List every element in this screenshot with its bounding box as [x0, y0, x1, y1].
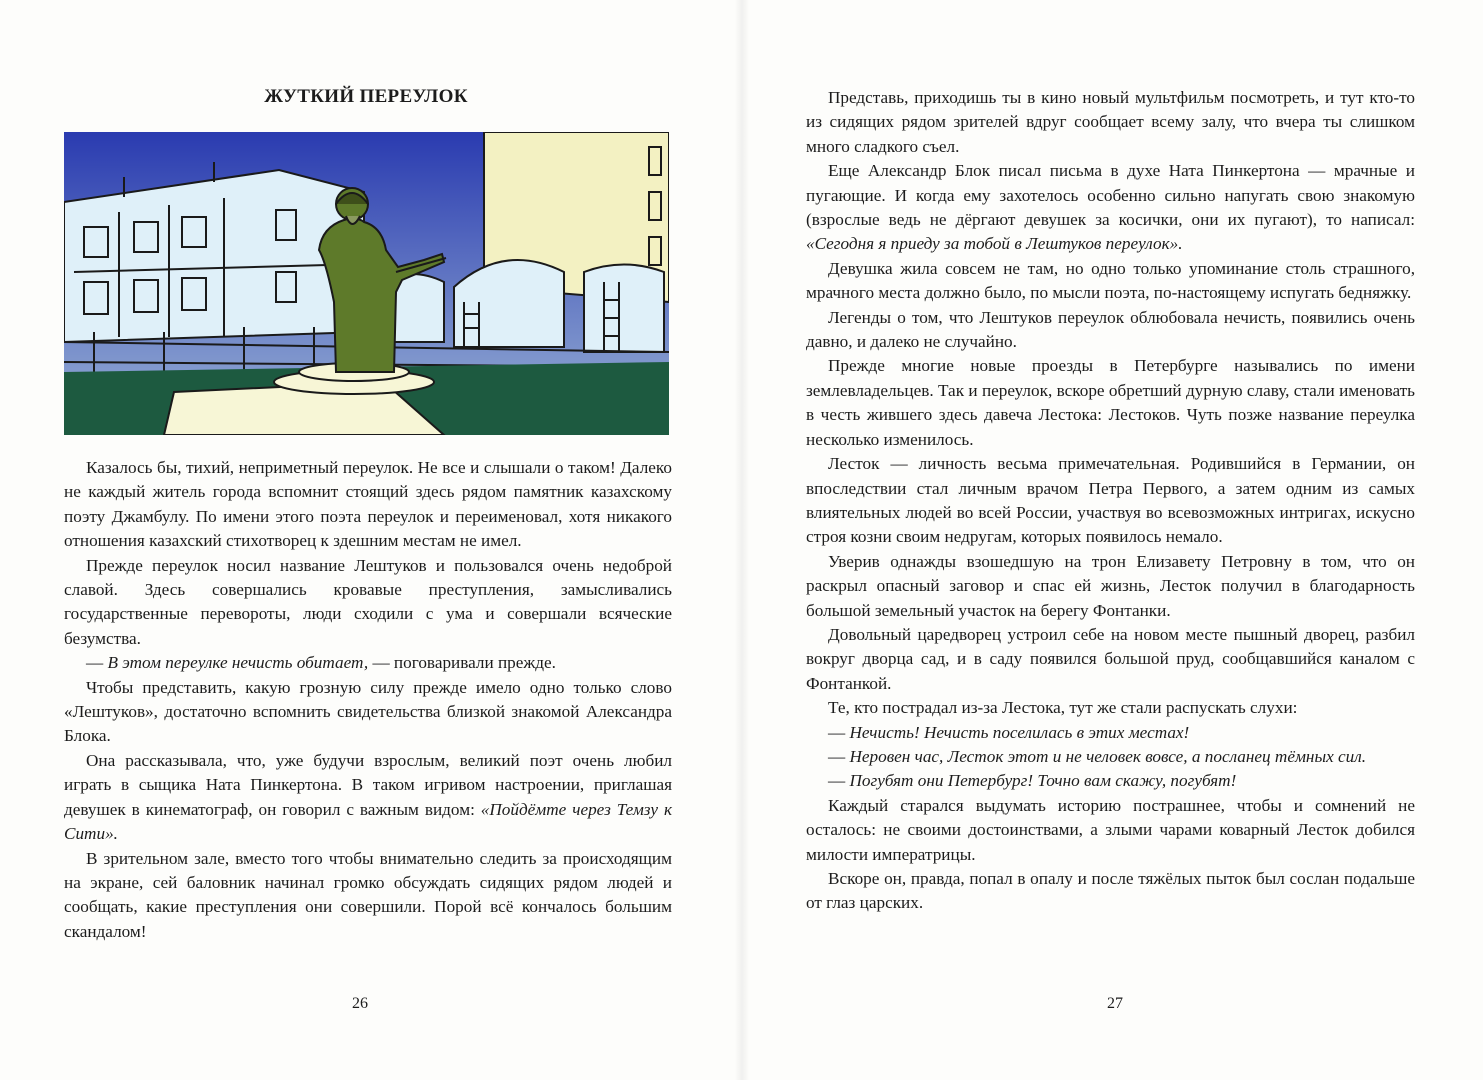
paragraph-text: — [828, 746, 850, 766]
paragraph [64, 749, 672, 847]
paragraph-italic-text: «Сегодня я приеду за тобой в Лештуков переулок». [806, 234, 1183, 254]
paragraph: Те, кто пострадал из-за Лестока, тут же стали распускать слухи: [828, 698, 1298, 718]
paragraph: Каждый старался выдумать историю пострашнее, чтобы и сомнений не осталось: не своими достоинствами, а злыми чарами коварный Лесток добился милости императрицы. [806, 795, 1415, 864]
paragraph: Легенды о том, что Лештуков переулок облюбовала нечисть, появились очень давно, и далеко не случайно. [806, 307, 1415, 352]
paragraph: Девушка жила совсем не там, но одно только упоминание столь страшного, мрачного места должно было, по мысли поэта, по-настоящему испугать бедняжку. [806, 258, 1415, 303]
statue-illustration [64, 132, 669, 435]
paragraph: Прежде переулок носил название Лештуков и пользовался очень недоброй славой. Здесь совершались кровавые преступления, замысливались государственные перевороты, люди сходили с ума и совершали всяческие безумства. [64, 555, 672, 648]
paragraph: Прежде многие новые проезды в Петербурге назывались по имени землевладельцев. Так и переулок, вскоре обретший дурную славу, стали именовать в честь жившего здесь давеча Лестока: Лестоков. Чуть позже название переулка несколько изменилось. [806, 356, 1415, 449]
paragraph [806, 769, 1415, 793]
paragraph: В зрительном зале, вместо того чтобы внимательно следить за происходящим на экране, сей баловник начинал громко обсуждать сидящих рядом людей и сообщать, какие преступления они совершили. Порой всё кончалось большим скандалом! [64, 848, 672, 941]
page-number-left: 26 [352, 995, 368, 1012]
paragraph [806, 159, 1415, 257]
paragraph-italic-text: Неровен час, Лесток этот и не человек вовсе, а посланец тёмных сил. [849, 746, 1367, 766]
right-page [742, 0, 1483, 1080]
paragraph: Казалось бы, тихий, неприметный переулок. Не все и слышали о таком! Далеко не каждый житель города вспомнит стоящий здесь рядом памятник казахскому поэту Джамбулу. По имени этого поэта переулок и переименовал, хотя никакого отношения казахский стихотворец к здешним местам не имел. [64, 458, 672, 551]
paragraph-text: — [828, 722, 850, 742]
paragraph-text: — поговаривали прежде. [368, 653, 556, 673]
paragraph: Вскоре он, правда, попал в опалу и после тяжёлых пыток был сослан подальше от глаз царских. [806, 869, 1415, 913]
paragraph-text: Еще Александр Блок писал письма в духе Ната Пинкертона — мрачные и пугающие. И когда ему захотелось особенно сильно напугать свою знакомую (взрослые ведь не дёргают девушек за косички, они их пугают), то написал: [806, 161, 1415, 230]
paragraph: Чтобы представить, какую грозную силу прежде имело одно только слово «Лештуков», достаточно вспомнить свидетельства близкой знакомой Александра Блока. [64, 677, 672, 746]
paragraph: Лесток — личность весьма примечательная. Родившийся в Германии, он впоследствии стал личным врачом Петра Первого, а затем одним из самых влиятельных людей во всей России, участвуя во всевозможных интригах, искусно строя козни своим недругам, которых появилось немало. [806, 454, 1415, 547]
paragraph: Довольный царедворец устроил себе на новом месте пышный дворец, разбил вокруг дворца сад, и в саду появился большой пруд, сообщавшийся каналом с Фонтанкой. [806, 624, 1415, 693]
paragraph-text: Она рассказывала, что, уже будучи взрослым, великий поэт очень любил играть в сыщика Ната Пинкертона. В таком игривом настроении, приглашая девушек в кинематограф, он говорил с важным видом: [64, 750, 672, 819]
paragraph-text: — [86, 653, 108, 673]
paragraph: Представь, приходишь ты в кино новый мультфильм посмотреть, и тут кто-то из сидящих рядом зрителей вдруг сообщает всему залу, что вчера ты слишком много сладкого съел. [806, 88, 1415, 156]
paragraph [806, 745, 1415, 769]
paragraph-italic-text: «Пойдёмте через Темзу к Сити». [64, 799, 672, 844]
right-body-text [806, 86, 1415, 916]
paragraph [64, 651, 672, 675]
paragraph-italic-text: Нечисть! Нечисть поселилась в этих местах! [849, 722, 1190, 742]
paragraph-text: — [828, 771, 850, 791]
paragraph [806, 721, 1415, 745]
page-number-right: 27 [1107, 995, 1123, 1012]
paragraph-italic-text: В этом переулке нечисть обитает, [107, 653, 369, 673]
paragraph: Уверив однажды взошедшую на трон Елизавету Петровну в том, что он раскрыл опасный заговор и спас ей жизнь, Лесток получил в благодарность большой земельный участок на берегу Фонтанки. [806, 551, 1415, 620]
chapter-title: ЖУТКИЙ ПЕРЕУЛОК [264, 86, 468, 107]
left-body-text [64, 456, 672, 944]
paragraph-italic-text: Погубят они Петербург! Точно вам скажу, погубят! [849, 771, 1237, 791]
